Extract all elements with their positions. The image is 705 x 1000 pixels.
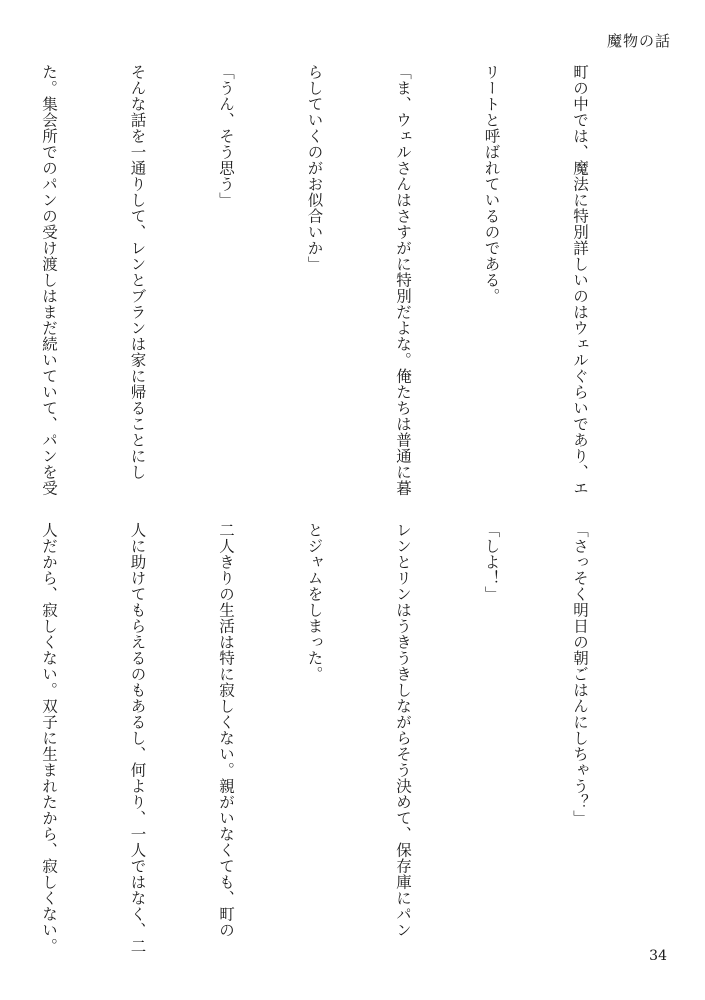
text-line: 人だから、寂しくない。双子に生まれたから、寂しくない。 [40, 522, 58, 954]
text-line: 「ま、ウェルさんはさすがに特別だよな。俺たちは普通に暮 [394, 64, 412, 496]
running-header-title: 魔物の話 [606, 32, 671, 50]
text-block-bottom [0, 522, 653, 954]
text-line: 「しよ！」 [482, 522, 501, 602]
text-line: 人に助けてもらえるのもあるし、何より、一人ではなく、二 [128, 522, 147, 954]
page-number: 34 [649, 948, 667, 964]
text-line: らしていくのがお似合いか」 [305, 64, 324, 272]
text-line: 町の中では、魔法に特別詳しいのはウェルぐらいであり、エ [571, 64, 589, 496]
text-line: 「さっそく明日の朝ごはんにしちゃう？」 [571, 522, 589, 826]
text-line: リートと呼ばれているのである。 [482, 64, 501, 304]
text-line: 「うん、そう思う」 [217, 64, 235, 208]
text-line: とジャムをしまった。 [305, 522, 324, 682]
text-block-top [0, 64, 653, 496]
text-line: 二人きりの生活は特に寂しくない。親がいなくても、町の [217, 522, 235, 938]
text-line: た。集会所でのパンの受け渡しはまだ続いていて、パンを受 [40, 64, 58, 496]
text-line: レンとリンはうきうきしながらそう決めて、保存庫にパン [394, 522, 412, 938]
text-line: そんな話を一通りして、レンとブランは家に帰ることにし [128, 64, 147, 480]
